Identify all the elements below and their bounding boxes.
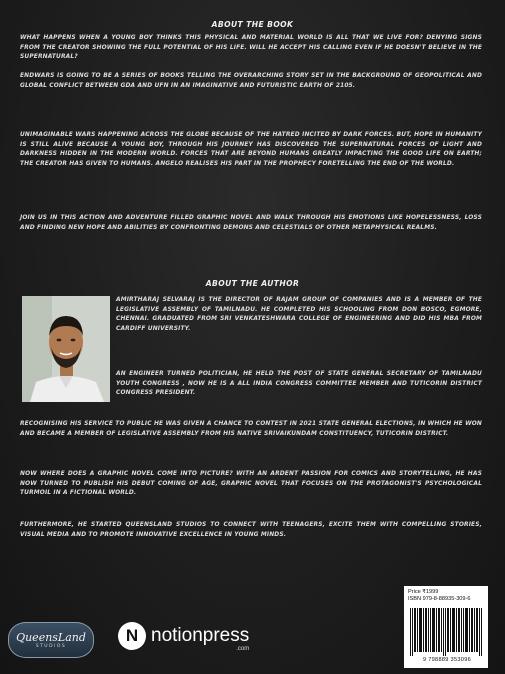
price-barcode-box [404,586,488,668]
queensland-logo-sub: STUDIOS [35,644,67,649]
barcode-image [410,608,484,656]
about-author-heading: ABOUT THE AUTHOR [205,279,300,288]
queensland-logo-name: QueensLand [16,631,86,644]
about-book-paragraph-3: UNIMAGINABLE WARS HAPPENING ACROSS THE GLOBE BECAUSE OF THE HATRED INCITED BY DARK FORCES. BUT, HOPE IN HUMANITY IS STILL ALIVE BECAUSE A YOUNG BOY, THROUGH HIS JOURNEY HAS DISCOVERED THE SUPERNATURAL FORCES OF LIGHT AND DARKNESS HIDDEN IN THE MODERN WORLD. FORCES THAT ARE BEYOND HUMANS GREATLY IMPACTING THE GOOD LIFE ON EARTH; THE CREATOR HAS GIVEN TO HUMANS. ANGELO REALISES HIS PART IN THE PROPHECY FORETELLING THE END OF THE WORLD. [20,132,482,167]
author-photo [22,296,110,402]
about-author-paragraph-3: RECOGNISING HIS SERVICE TO PUBLIC HE WAS GIVEN A CHANCE TO CONTEST IN 2021 STATE GENERAL ELECTIONS, IN WHICH HE WON AND BECAME A MEMBER OF LEGISLATIVE ASSEMBLY FROM HIS NATIVE SRIVAIKUNDAM CONSTITUENCY, TUTICORIN DISTRICT. [20,421,482,437]
about-book-paragraph-1: WHAT HAPPENS WHEN A YOUNG BOY THINKS THIS PHYSICAL AND MATERIAL WORLD IS ALL THAT WE LIVE FOR? DENYING SIGNS FROM THE CREATOR SHOWING THE FULL POTENTIAL OF HIS LIFE. WILL HE ACCEPT HIS CALLING EVEN IF HE DOESN'T BELIEVE IN THE SUPERNATURAL? [20,35,482,60]
about-book-heading: ABOUT THE BOOK [211,20,294,29]
about-book-paragraph-4: JOIN US IN THIS ACTION AND ADVENTURE FILLED GRAPHIC NOVEL AND WALK THROUGH HIS EMOTIONS LIKE HOPELESSNESS, LOSS AND FINDING NEW HOPE AND ABILITIES BY CONFRONTING DEMONS AND CELESTIALS OF OTHER METAPHYSICAL REALMS. [20,215,482,231]
queensland-studios-logo [8,622,94,658]
notionpress-mark-icon: N [118,622,146,650]
barcode-number: 9 798889 353096 [422,657,472,663]
about-author-paragraph-4: NOW WHERE DOES A GRAPHIC NOVEL COME INTO PICTURE? WITH AN ARDENT PASSION FOR COMICS AND STORYTELLING, HE HAS NOW TURNED TO PUBLISH HIS DEBUT COMING OF AGE, GRAPHIC NOVEL THAT FOCUSES ON THE PROTAGONIST'S PSYCHOLOGICAL TURMOIL IN A FICTIONAL WORLD. [20,471,482,496]
about-author-paragraph-2: AN ENGINEER TURNED POLITICIAN, HE HELD THE POST OF STATE GENERAL SECRETARY OF TAMILNADU YOUTH CONGRESS , NOW HE IS A ALL INDIA CONGRESS COMMITTEE MEMBER AND TUTICORIN DISTRICT CONGRESS PRESIDENT. [116,371,482,396]
price-label: Price ₹1999 [408,589,439,595]
isbn-label: ISBN 979-8-88935-309-6 [408,596,471,602]
notionpress-domain: .com [236,646,250,652]
notionpress-logo [118,622,249,650]
about-author-paragraph-5: FURTHERMORE, HE STARTED QUEENSLAND STUDIOS TO CONNECT WITH TEENAGERS, EXCITE THEM WITH COMPELLING STORIES, VISUAL MEDIA AND TO PROMOTE INNOVATIVE EXCELLENCE IN YOUNG MINDS. [20,522,482,538]
about-book-paragraph-2: ENDWARS IS GOING TO BE A SERIES OF BOOKS TELLING THE OVERARCHING STORY SET IN THE BACKGROUND OF GEOPOLITICAL AND GLOBAL CONFLICT BETWEEN GDA AND UFN IN AN IMAGINATIVE AND FUTURISTIC EARTH OF 2105. [20,73,482,89]
about-author-paragraph-1: AMIRTHARAJ SELVARAJ IS THE DIRECTOR OF RAJAM GROUP OF COMPANIES AND IS A MEMBER OF THE LEGISLATIVE ASSEMBLY OF TAMILNADU. HE COMPLETED HIS SCHOOLING FROM DON BOSCO, EGMORE, CHENNAI. GRADUATED FROM SRI VENKATESHWARA COLLEGE OF ENGINEERING AND DID HIS MBA FROM CARDIFF UNIVERSITY. [116,297,482,332]
notionpress-name: notionpress [151,625,250,646]
